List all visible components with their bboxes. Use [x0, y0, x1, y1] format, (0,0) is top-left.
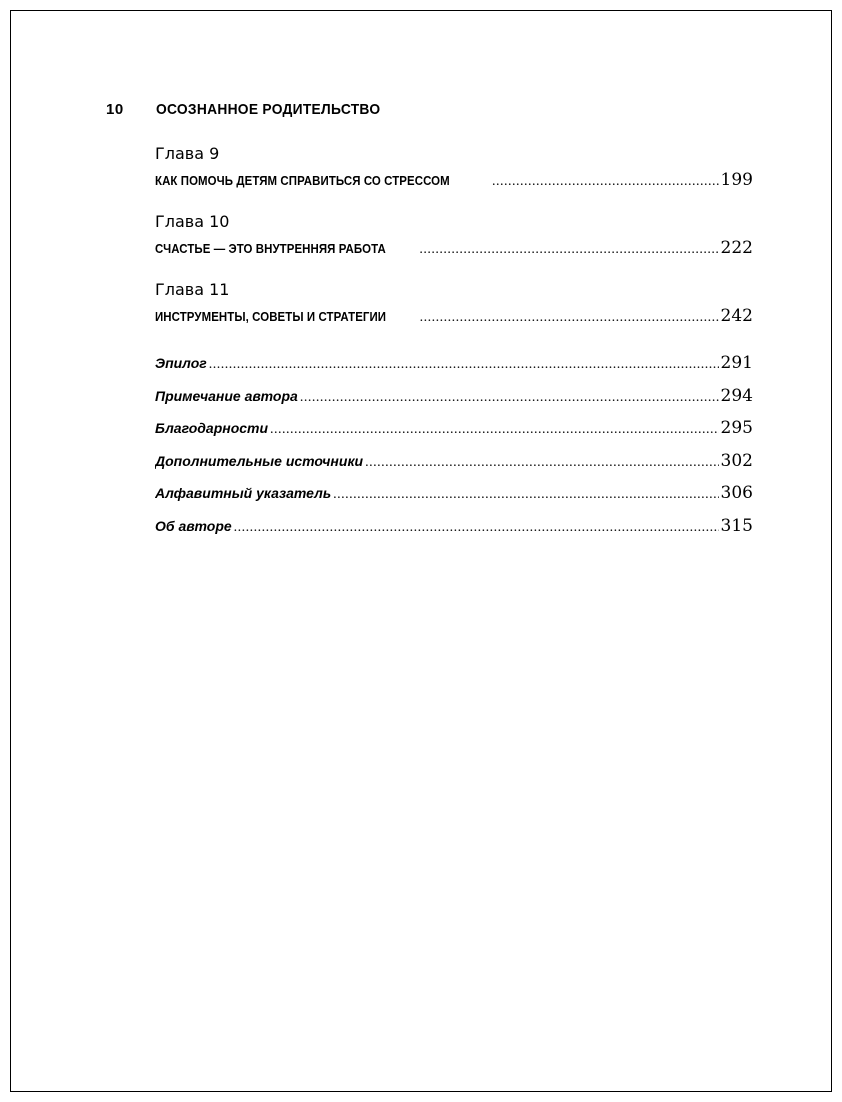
page-reference: 242 [720, 306, 753, 326]
entry-title: Алфавитный указатель [155, 485, 332, 501]
toc-entry-acknowledgements [155, 412, 753, 445]
page-reference: 294 [720, 385, 753, 406]
dot-leader [270, 414, 719, 445]
dot-leader [234, 512, 719, 543]
toc-entry [155, 165, 753, 195]
dot-leader [365, 447, 718, 478]
toc-entry-about-author [155, 510, 753, 543]
page-reference: 291 [720, 353, 753, 373]
page-number: 10 [106, 101, 124, 118]
toc-chapter-9 [155, 143, 753, 195]
toc-entry-resources [155, 445, 753, 478]
chapter-title: ИНСТРУМЕНТЫ, СОВЕТЫ И СТРАТЕГИИ [155, 309, 387, 324]
toc-entry [155, 301, 753, 331]
toc-chapter-10 [155, 211, 753, 263]
chapter-title: СЧАСТЬЕ — ЭТО ВНУТРЕННЯЯ РАБОТА [155, 241, 386, 256]
entry-title: Благодарности [155, 420, 269, 436]
toc-entry-epilogue [155, 347, 753, 380]
entry-title: Дополнительные источники [155, 452, 364, 469]
dot-leader [300, 382, 719, 413]
dot-leader [333, 479, 718, 510]
entry-title: Об авторе [155, 517, 232, 534]
chapter-label: Глава 11 [155, 280, 230, 299]
toc-entry-author-note [155, 380, 753, 413]
chapter-label: Глава 10 [155, 212, 230, 231]
back-matter-list [155, 347, 753, 542]
book-title: ОСОЗНАННОЕ РОДИТЕЛЬСТВО [156, 101, 381, 118]
dot-leader [492, 167, 719, 195]
chapter-label: Глава 9 [155, 144, 220, 163]
page [10, 10, 832, 1092]
page-reference: 295 [720, 418, 753, 438]
page-reference: 199 [720, 170, 753, 190]
page-reference: 222 [720, 238, 753, 258]
entry-title: Примечание автора [155, 387, 298, 404]
dot-leader [420, 303, 719, 331]
page-reference: 302 [720, 450, 753, 471]
toc-entry [155, 233, 753, 263]
toc-chapter-11 [155, 279, 753, 331]
running-header [106, 101, 400, 118]
toc-entry-index [155, 477, 753, 510]
dot-leader [419, 235, 718, 263]
dot-leader [209, 349, 719, 380]
page-reference: 306 [720, 483, 753, 503]
entry-title: Эпилог [155, 355, 207, 371]
table-of-contents [155, 143, 753, 542]
chapter-title: КАК ПОМОЧЬ ДЕТЯМ СПРАВИТЬСЯ СО СТРЕССОМ [155, 173, 450, 188]
page-reference: 315 [720, 515, 753, 536]
